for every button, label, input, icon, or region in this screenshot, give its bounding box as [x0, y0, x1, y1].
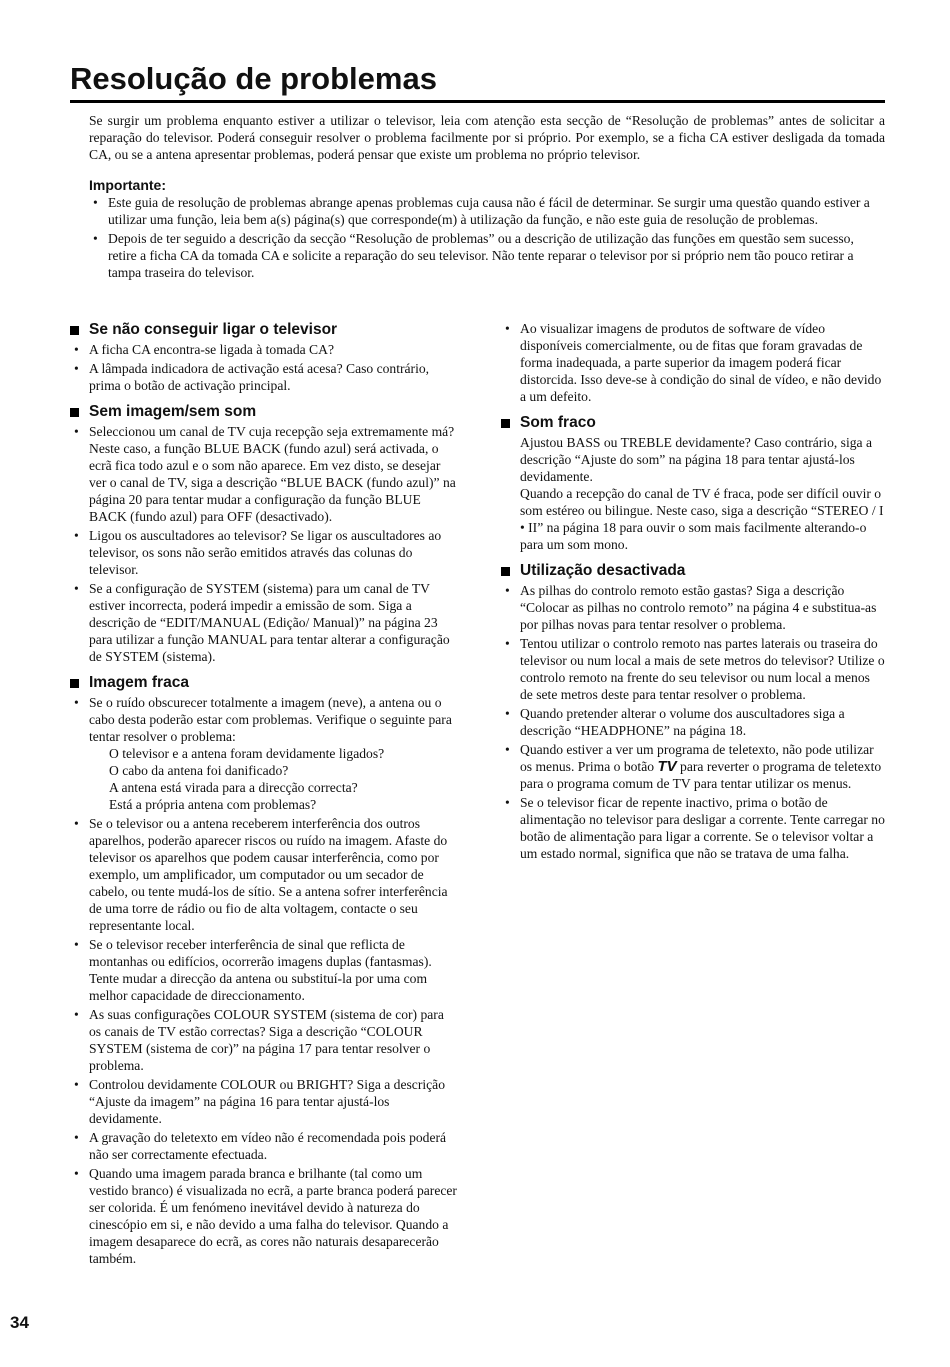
section-heading-text: Sem imagem/sem som — [89, 403, 257, 420]
list-item: • Se o televisor receber interferência de sinal que reflicta de montanhas ou edifícios, ocorrerão imagens duplas (fantasmas). Tente mudar a direcção da antena ou substituí-la por uma com melhor capacidade de direccionamento. — [70, 936, 458, 1004]
check-item: Está a própria antena com problemas? — [109, 797, 317, 812]
list-item — [501, 741, 885, 792]
list-item-text: Se o ruído obscurecer totalmente a imagem (neve), a antena ou o cabo desta poderão estar com problemas. Verifique o seguinte para tentar resolver o problema: — [89, 695, 452, 744]
square-bullet-icon — [70, 326, 79, 335]
section-heading-text: Som fraco — [520, 414, 596, 431]
section-heading-text: Se não conseguir ligar o televisor — [89, 321, 338, 338]
square-bullet-icon — [501, 419, 510, 428]
section-weak-picture — [70, 673, 458, 1267]
section-heading-text: Utilização desactivada — [520, 562, 686, 579]
list-item-text: para reverter o programa de teletexto para o programa comum de TV para tentar utilizar os menus. — [520, 759, 882, 791]
list-item — [70, 694, 458, 813]
list-item: • Ligou os auscultadores ao televisor? Se ligar os auscultadores ao televisor, os sons não serão emitidos através das colunas do televisor. — [70, 527, 458, 578]
section-no-picture — [70, 402, 458, 665]
section-heading — [70, 673, 458, 693]
list-item: • Se o televisor ou a antena receberem interferência dos outros aparelhos, poderão aparecer riscos ou ruído na imagem. Afaste do televisor os aparelhos que podem causar interferência, como por exemplo, um amplificador, um computador ou um secador de cabelo, ou tente mudá-los de sítio. Se a antena sofrer interferência de uma torre de rádio ou fio de alta voltagem, contacte o seu representante local. — [70, 815, 458, 934]
check-list — [89, 745, 458, 813]
section-list — [501, 320, 885, 405]
list-item: • Se a configuração de SYSTEM (sistema) para um canal de TV estiver incorrecta, poderá impedir a emissão de som. Siga a descrição de “EDIT/MANUAL (Edição/ Manual)” na página 23 para utilizar a função MANUAL para tentar alterar a configuração de SYSTEM (sistema). — [70, 580, 458, 665]
intro-paragraph: Se surgir um problema enquanto estiver a utilizar o televisor, leia com atenção esta secção de “Resolução de problemas” antes de solicitar a reparação do televisor. Poderá conseguir resolver o problema facilmente por si próprio. Por exemplo, se a ficha CA estiver desligada da tomada CA, ou se a antena apresentar problemas, poderá pensar que existe um problema no próprio televisor. — [89, 113, 885, 162]
intro-block — [89, 112, 885, 283]
square-bullet-icon — [70, 408, 79, 417]
section-paragraph: Quando a recepção do canal de TV é fraca, pode ser difícil ouvir o som estéreo ou bilingue. Neste caso, siga a descrição “STEREO / I • II” na página 18 para ouvir o som mais facilmente alterando-o para um som mono. — [520, 486, 884, 552]
check-item: O cabo da antena foi danificado? — [109, 763, 289, 778]
check-item: O televisor e a antena foram devidamente ligados? — [109, 746, 385, 761]
list-item: • Quando pretender alterar o volume dos auscultadores siga a descrição “HEADPHONE” na página 18. — [501, 705, 885, 739]
section-heading — [70, 320, 458, 340]
section-list — [501, 582, 885, 862]
section-list — [70, 694, 458, 1267]
list-item: • A ficha CA encontra-se ligada à tomada CA? — [70, 341, 458, 358]
section-heading — [501, 561, 885, 581]
list-item: • As pilhas do controlo remoto estão gastas? Siga a descrição “Colocar as pilhas no controlo remoto” na página 4 e substitua-as por pilhas novas para tentar resolver o problema. — [501, 582, 885, 633]
list-item: • Este guia de resolução de problemas abrange apenas problemas cuja causa não é fácil de determinar. Se surgir uma questão quando estiver a utilizar uma função, leia bem a(s) página(s) que corresponde(m) à utilização da função, e não este guia de resolução de problemas. — [89, 194, 885, 228]
list-item: • A gravação do teletexto em vídeo não é recomendada pois poderá não ser correctamente efectuada. — [70, 1129, 458, 1163]
list-item: • As suas configurações COLOUR SYSTEM (sistema de cor) para os canais de TV estão correctas? Siga a descrição “COLOUR SYSTEM (sistema de cor)” na página 17 para tentar resolver o problema. — [70, 1006, 458, 1074]
section-heading-text: Imagem fraca — [89, 674, 189, 691]
page-title: Resolução de problemas — [70, 61, 437, 96]
section-weak-picture-continued — [501, 320, 885, 405]
check-item: A antena está virada para a direcção correcta? — [109, 780, 358, 795]
list-item: • Controlou devidamente COLOUR ou BRIGHT? Siga a descrição “Ajuste da imagem” na página 16 para tentar ajustá-los devidamente. — [70, 1076, 458, 1127]
list-item: • Seleccionou um canal de TV cuja recepção seja extremamente má? Neste caso, a função BLUE BACK (fundo azul) será activada, o ecrã fica todo azul e o som não aparece. Em vez disto, se desejar ver o canal de TV, siga a descrição “BLUE BACK (fundo azul)” na página 20 para tentar mudar a configuração da função BLUE BACK (fundo azul) para OFF (desactivado). — [70, 423, 458, 525]
section-paragraph: Ajustou BASS ou TREBLE devidamente? Caso contrário, siga a descrição “Ajuste do som” na página 18 para tentar ajustá-los devidamente. — [520, 435, 873, 484]
page-number: 34 — [10, 1313, 29, 1332]
section-list — [70, 341, 458, 394]
section-list — [70, 423, 458, 665]
list-item: • A lâmpada indicadora de activação está acesa? Caso contrário, prima o botão de activação principal. — [70, 360, 458, 394]
list-item: • Tentou utilizar o controlo remoto nas partes laterais ou traseira do televisor ou num local a mais de sete metros do televisor? Utilize o controlo remoto na frente do seu televisor ou num local a menos de sete metros deste para tentar resolver o problema. — [501, 635, 885, 703]
left-column — [70, 320, 458, 1275]
list-item: • Quando uma imagem parada branca e brilhante (tal como um vestido branco) é visualizada no ecrã, a parte branca poderá parecer ser colorida. É um fenómeno inevitável devido à natureza do cinescópio em si, e não devido a uma falha do televisor. Quando a imagem desaparece do ecrã, as cores não naturais desaparecerão também. — [70, 1165, 458, 1267]
list-item-text: Quando estiver a ver um programa de teletexto, não pode utilizar os menus. Prima o botão — [520, 742, 874, 774]
list-item: • Depois de ter seguido a descrição da secção “Resolução de problemas” ou a descrição de utilização das funções em questão sem sucesso, retire a ficha CA da tomada CA e solicite a reparação do seu televisor. Não tente reparar o televisor por si próprio nem tão pouco retirar a tampa traseira do televisor. — [89, 230, 885, 281]
list-item: • Ao visualizar imagens de produtos de software de vídeo disponíveis comercialmente, ou de fitas que foram gravadas de forma inadequada, a parte superior da imagem poderá ficar distorcida. Isso deve-se à condição do sinal de vídeo, e não devido a um defeito. — [501, 320, 885, 405]
square-bullet-icon — [501, 567, 510, 576]
title-rule — [70, 100, 885, 103]
list-item: • Se o televisor ficar de repente inactivo, prima o botão de alimentação no televisor para desligar a corrente. Tente carregar no botão de alimentação para ligar a corrente. Se o televisor voltar a um estado normal, significa que não se tratava de uma falha. — [501, 794, 885, 862]
section-weak-sound — [501, 413, 885, 553]
tv-button-label: TV — [657, 758, 677, 775]
important-list — [89, 194, 885, 281]
right-column — [501, 320, 885, 870]
section-power — [70, 320, 458, 394]
section-disabled — [501, 561, 885, 862]
square-bullet-icon — [70, 679, 79, 688]
section-heading — [70, 402, 458, 422]
important-heading: Importante: — [89, 177, 166, 193]
section-heading — [501, 413, 885, 433]
